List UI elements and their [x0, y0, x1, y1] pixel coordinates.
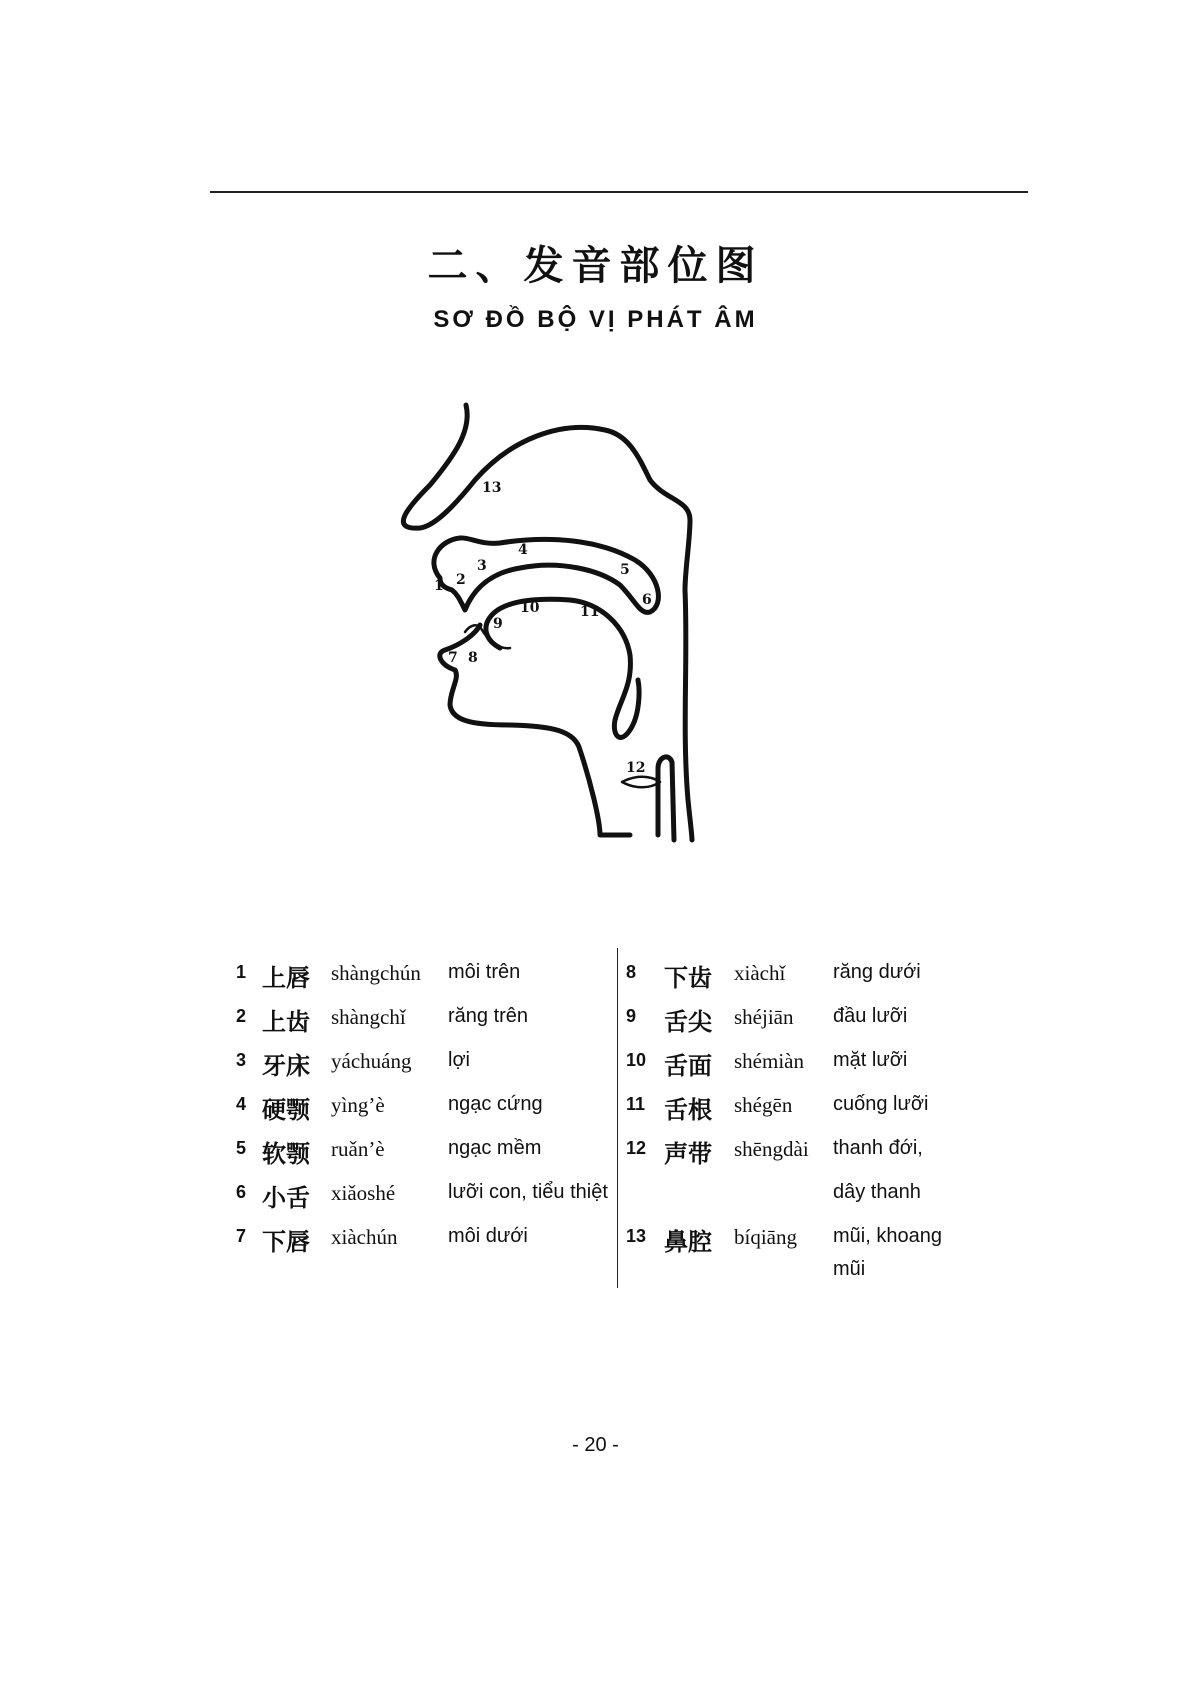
glossary-row-4: [236, 1090, 616, 1126]
glossary-meaning: lưỡi con, tiểu thiệt: [448, 1181, 608, 1203]
glossary-row-9: [626, 1002, 966, 1038]
glossary-number: 2: [236, 1006, 247, 1026]
diagram-label-9: 9: [493, 616, 503, 632]
glossary-row-8: [626, 958, 966, 994]
diagram-label-12: 12: [626, 760, 646, 776]
glossary-meaning: môi dưới: [448, 1225, 528, 1247]
nose-outline: [403, 405, 690, 590]
glossary-row-13-continuation: [626, 1255, 966, 1291]
glossary-meaning: lợi: [448, 1049, 471, 1071]
glossary-pinyin: shémiàn: [734, 1049, 804, 1073]
glossary-row-1: [236, 958, 616, 994]
glossary-number: 4: [236, 1094, 247, 1114]
diagram-label-5: 5: [620, 562, 630, 578]
glossary-pinyin: shàngchún: [331, 961, 421, 985]
glossary-meaning: đầu lưỡi: [833, 1005, 908, 1027]
glossary-row-12-continuation: [626, 1178, 966, 1214]
glossary-hanzi: 上齿: [262, 1007, 310, 1036]
glossary-row-6: [236, 1178, 616, 1214]
page-title-vietnamese: SƠ ĐỒ BỘ VỊ PHÁT ÂM: [433, 306, 758, 333]
glossary-row-3: [236, 1046, 616, 1082]
glossary-pinyin: shéjiān: [734, 1005, 794, 1029]
glossary-meaning: cuống lưỡi: [833, 1093, 929, 1115]
glossary-meaning: ngạc mềm: [448, 1137, 542, 1159]
glossary-hanzi: 软颚: [262, 1139, 310, 1168]
glossary-row-2: [236, 1002, 616, 1038]
glossary-meaning: môi trên: [448, 961, 521, 983]
page-number: - 20 -: [572, 1434, 619, 1456]
glossary-column-divider: [617, 948, 618, 1288]
glossary-hanzi: 舌尖: [664, 1007, 712, 1036]
diagram-label-4: 4: [518, 542, 528, 558]
diagram-label-11: 11: [580, 604, 600, 620]
diagram-label-2: 2: [456, 572, 466, 588]
glossary-pinyin: xiǎoshé: [331, 1181, 396, 1205]
glossary-meaning: thanh đới,: [833, 1137, 923, 1159]
tongue-outline: [486, 599, 639, 737]
glossary-pinyin: shàngchǐ: [331, 1005, 406, 1029]
glossary-meaning-continuation: dây thanh: [833, 1181, 921, 1203]
glossary-number: 8: [626, 962, 637, 982]
trachea-outline: [658, 757, 674, 840]
glossary-hanzi: 鼻腔: [664, 1227, 712, 1256]
glossary-pinyin: yáchuáng: [331, 1049, 412, 1073]
glossary-row-13: [626, 1222, 966, 1258]
glossary-number: 3: [236, 1050, 247, 1070]
glossary-hanzi: 下齿: [664, 963, 712, 992]
glossary-hanzi: 舌根: [664, 1095, 712, 1124]
glossary-hanzi: 声带: [664, 1139, 712, 1168]
throat-back-outline: [685, 590, 692, 840]
glossary-hanzi: 下唇: [262, 1227, 310, 1256]
diagram-label-1: 1: [434, 578, 444, 594]
diagram-label-13: 13: [482, 480, 502, 496]
glossary-number: 7: [236, 1226, 247, 1246]
glossary-number: 10: [626, 1050, 647, 1070]
glossary-pinyin: bíqiāng: [734, 1225, 797, 1249]
vocal-cord-outline: [622, 777, 660, 788]
glossary-row-5: [236, 1134, 616, 1170]
glossary-meaning-continuation: mũi: [833, 1258, 866, 1280]
glossary-number: 1: [236, 962, 247, 982]
glossary-number: 13: [626, 1226, 647, 1246]
glossary-meaning: răng trên: [448, 1005, 529, 1027]
glossary-pinyin: ruǎn’è: [331, 1137, 385, 1161]
glossary-meaning: răng dưới: [833, 961, 921, 983]
glossary-pinyin: xiàchǐ: [734, 961, 786, 985]
glossary-row-7: [236, 1222, 616, 1258]
glossary-hanzi: 上唇: [262, 963, 310, 992]
diagram-label-7: 7: [448, 650, 458, 666]
glossary-row-11: [626, 1090, 966, 1126]
glossary-number: 6: [236, 1182, 247, 1202]
glossary-hanzi: 小舌: [262, 1183, 310, 1212]
glossary-number: 12: [626, 1138, 647, 1158]
glossary-meaning: mặt lưỡi: [833, 1049, 908, 1071]
diagram-label-3: 3: [477, 558, 487, 574]
glossary-number: 5: [236, 1138, 247, 1158]
diagram-label-10: 10: [520, 600, 540, 616]
glossary-meaning: mũi, khoang: [833, 1225, 942, 1247]
glossary-row-10: [626, 1046, 966, 1082]
glossary-hanzi: 牙床: [262, 1051, 310, 1080]
glossary-pinyin: yìng’è: [331, 1093, 385, 1117]
glossary-hanzi: 硬颚: [262, 1095, 310, 1124]
glossary-pinyin: shēngdài: [734, 1137, 809, 1161]
header-rule: [210, 191, 1028, 193]
glossary-number: 9: [626, 1006, 637, 1026]
glossary-pinyin: shégēn: [734, 1093, 793, 1117]
glossary-pinyin: xiàchún: [331, 1225, 398, 1249]
diagram-label-6: 6: [642, 592, 652, 608]
glossary-number: 11: [626, 1094, 646, 1114]
glossary-meaning: ngạc cứng: [448, 1093, 543, 1115]
diagram-label-8: 8: [468, 650, 478, 666]
glossary-hanzi: 舌面: [664, 1051, 712, 1080]
page-title-chinese: 二、发音部位图: [427, 242, 764, 289]
glossary-row-12: [626, 1134, 966, 1170]
articulation-diagram: [400, 400, 780, 910]
